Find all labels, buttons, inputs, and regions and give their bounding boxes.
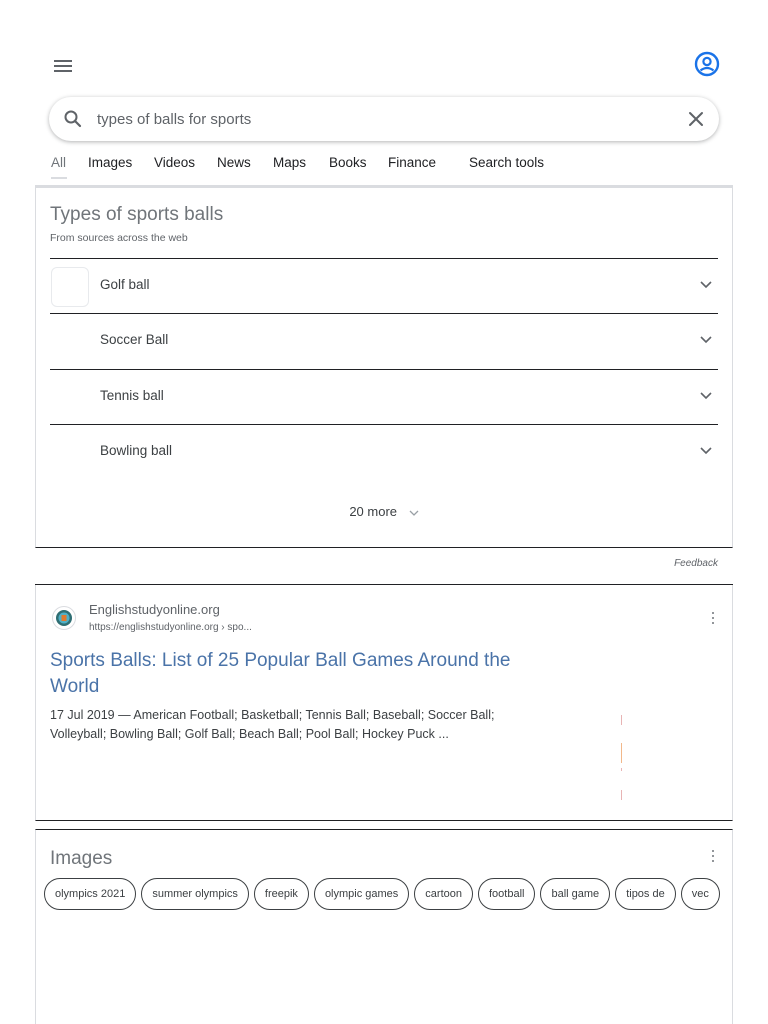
tab-books[interactable]: Books [329, 155, 367, 170]
show-more-button[interactable] [36, 504, 732, 519]
card-title: Types of sports balls [50, 204, 224, 225]
feedback-link[interactable]: Feedback [674, 558, 718, 569]
thumbnail-fragment [621, 743, 622, 763]
thumbnail-fragment [621, 715, 622, 725]
site-url[interactable]: https://englishstudyonline.org › spo... [89, 622, 252, 633]
tab-search-tools[interactable]: Search tools [469, 155, 545, 170]
chip-vec[interactable]: vec [681, 878, 720, 910]
list-item-label: Soccer Ball [100, 332, 169, 347]
search-input[interactable] [97, 106, 657, 132]
chip-summer-olympics[interactable]: summer olympics [141, 878, 249, 910]
close-icon[interactable] [685, 108, 707, 130]
active-tab-indicator [51, 177, 67, 179]
types-of-sports-balls-card [35, 188, 733, 548]
search-result-card [35, 585, 733, 821]
search-icon[interactable] [63, 109, 83, 129]
chevron-down-icon [409, 510, 419, 516]
thumbnail-fragment [621, 768, 622, 771]
golf-ball-thumbnail [51, 267, 89, 307]
account-circle-icon[interactable] [694, 51, 720, 77]
list-item-soccer-ball[interactable] [50, 313, 718, 369]
bowling-ball-thumbnail [51, 433, 87, 471]
chip-ball-game[interactable]: ball game [540, 878, 610, 910]
soccer-ball-thumbnail [51, 322, 87, 360]
chevron-down-icon [700, 281, 712, 289]
tab-maps[interactable]: Maps [273, 155, 307, 170]
tab-all[interactable]: All [51, 155, 67, 170]
list-item-bowling-ball[interactable] [50, 424, 718, 480]
tab-finance[interactable]: Finance [388, 155, 437, 170]
tab-images[interactable]: Images [88, 155, 133, 170]
show-more-label: 20 more [349, 504, 398, 519]
search-bar [49, 97, 719, 141]
result-snippet: 17 Jul 2019 — American Football; Basketball; Tennis Ball; Baseball; Soccer Ball; Volleyball; Bowling Ball; Golf Ball; Beach Ball; Pool Ball; Hockey Puck ... [50, 708, 495, 741]
images-title: Images [50, 848, 113, 869]
tab-news[interactable]: News [217, 155, 251, 170]
list-item-tennis-ball[interactable] [50, 369, 718, 425]
tennis-ball-thumbnail [51, 378, 87, 416]
chevron-down-icon [700, 447, 712, 455]
tab-videos[interactable]: Videos [154, 155, 196, 170]
list-item-golf-ball[interactable] [50, 258, 718, 314]
hamburger-menu-icon[interactable] [54, 60, 72, 72]
card-subtitle: From sources across the web [50, 232, 188, 244]
chip-football[interactable]: football [478, 878, 535, 910]
images-section [35, 829, 733, 1024]
chip-tipos-de[interactable]: tipos de [615, 878, 676, 910]
list-item-label: Golf ball [100, 277, 150, 292]
result-title-link[interactable]: Sports Balls: List of 25 Popular Ball Games Around the World [50, 650, 511, 697]
chip-olympic-games[interactable]: olympic games [314, 878, 409, 910]
chip-olympics-2021[interactable]: olympics 2021 [44, 878, 136, 910]
chip-cartoon[interactable]: cartoon [414, 878, 473, 910]
chevron-down-icon [700, 336, 712, 344]
chip-freepik[interactable]: freepik [254, 878, 309, 910]
thumbnail-fragment [621, 790, 622, 800]
more-options-icon[interactable] [711, 612, 715, 626]
site-favicon-icon [52, 606, 76, 630]
chevron-down-icon [700, 392, 712, 400]
list-item-label: Tennis ball [100, 388, 164, 403]
image-suggestion-chips [44, 878, 725, 910]
list-item-label: Bowling ball [100, 443, 173, 458]
more-options-icon[interactable] [711, 850, 715, 864]
site-name: Englishstudyonline.org [89, 602, 220, 617]
